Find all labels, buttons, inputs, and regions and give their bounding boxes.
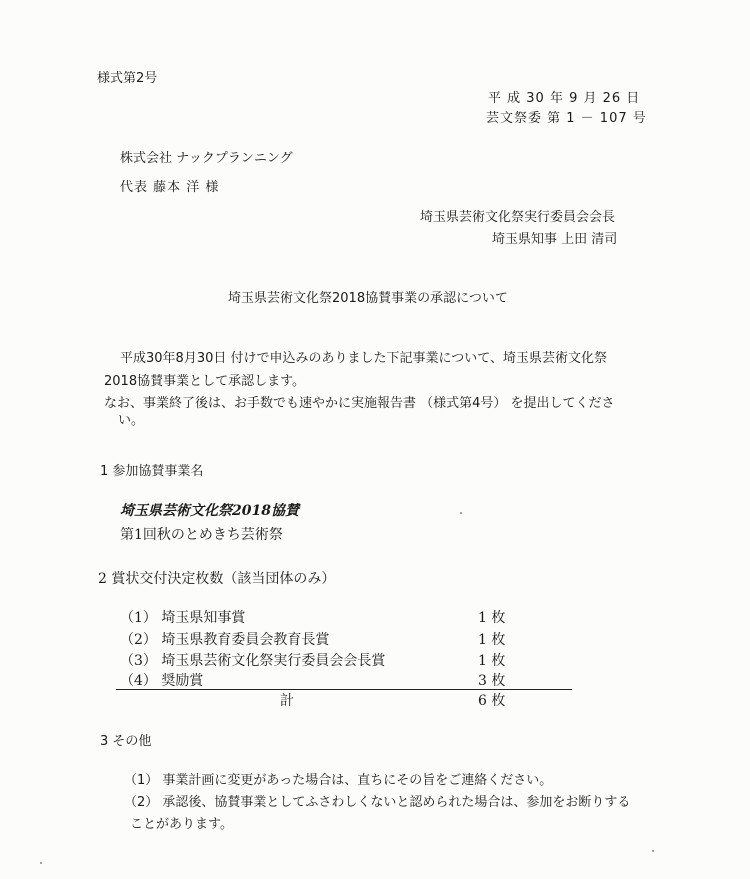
recipient-company: 株式会社 ナックプランニング xyxy=(120,151,293,166)
body-line-3: なお、事業終了後は、お手数でも速やかに実施報告書 （様式第4号） を提出してくださ xyxy=(104,396,615,411)
section-3-heading: 3 その他 xyxy=(100,734,152,749)
sender-name: 埼玉県知事 上田 清司 xyxy=(492,232,618,247)
award-row-3-count: 1 枚 xyxy=(478,653,506,669)
sender-title: 埼玉県芸術文化祭実行委員会会長 xyxy=(420,210,616,225)
award-row-3-label: （3） 埼玉県芸術文化祭実行委員会会長賞 xyxy=(120,653,386,669)
scan-speck xyxy=(460,512,462,514)
subject-line: 埼玉県芸術文化祭2018協賛事業の承認について xyxy=(228,291,508,306)
body-line-2: 2018協賛事業として承認します。 xyxy=(104,374,306,389)
recipient-representative: 代表 藤本 洋 様 xyxy=(120,180,220,195)
scan-speck xyxy=(652,850,654,852)
note-2-line-1: （2） 承認後、協賛事業としてふさわしくないと認められた場合は、参加をお断りする xyxy=(124,795,631,810)
total-label: 計 xyxy=(280,693,294,709)
body-line-1: 平成30年8月30日 付けで申込みのありました下記事業について、埼玉県芸術文化祭 xyxy=(120,351,607,366)
body-line-4: い。 xyxy=(118,413,145,428)
award-row-4-label: （4） 奨励賞 xyxy=(120,673,204,689)
award-row-2-count: 1 枚 xyxy=(478,632,506,648)
note-1: （1） 事業計画に変更があった場合は、直ちにその旨をご連絡ください。 xyxy=(124,773,553,788)
award-row-4-count: 3 枚 xyxy=(478,673,506,689)
section-1-heading: 1 参加協賛事業名 xyxy=(100,464,204,479)
event-series: 埼玉県芸術文化祭2018協賛 xyxy=(120,503,299,519)
form-label: 様式第2号 xyxy=(97,71,158,86)
award-row-2-label: （2） 埼玉県教育委員会教育長賞 xyxy=(120,632,330,648)
note-2-line-2: ことがあります。 xyxy=(130,817,233,832)
total-divider xyxy=(116,689,572,690)
section-2-heading: 2 賞状交付決定枚数（該当団体のみ） xyxy=(98,571,336,587)
award-row-1-count: 1 枚 xyxy=(478,610,506,626)
scan-speck xyxy=(40,862,42,864)
total-count: 6 枚 xyxy=(478,693,506,709)
event-name: 第1回秋のとめきち芸術祭 xyxy=(120,527,283,543)
award-row-1-label: （1） 埼玉県知事賞 xyxy=(120,610,246,626)
document-number: 芸文祭委 第 1 － 107 号 xyxy=(486,111,647,126)
document-date: 平 成 30 年 9 月 26 日 xyxy=(488,91,641,106)
